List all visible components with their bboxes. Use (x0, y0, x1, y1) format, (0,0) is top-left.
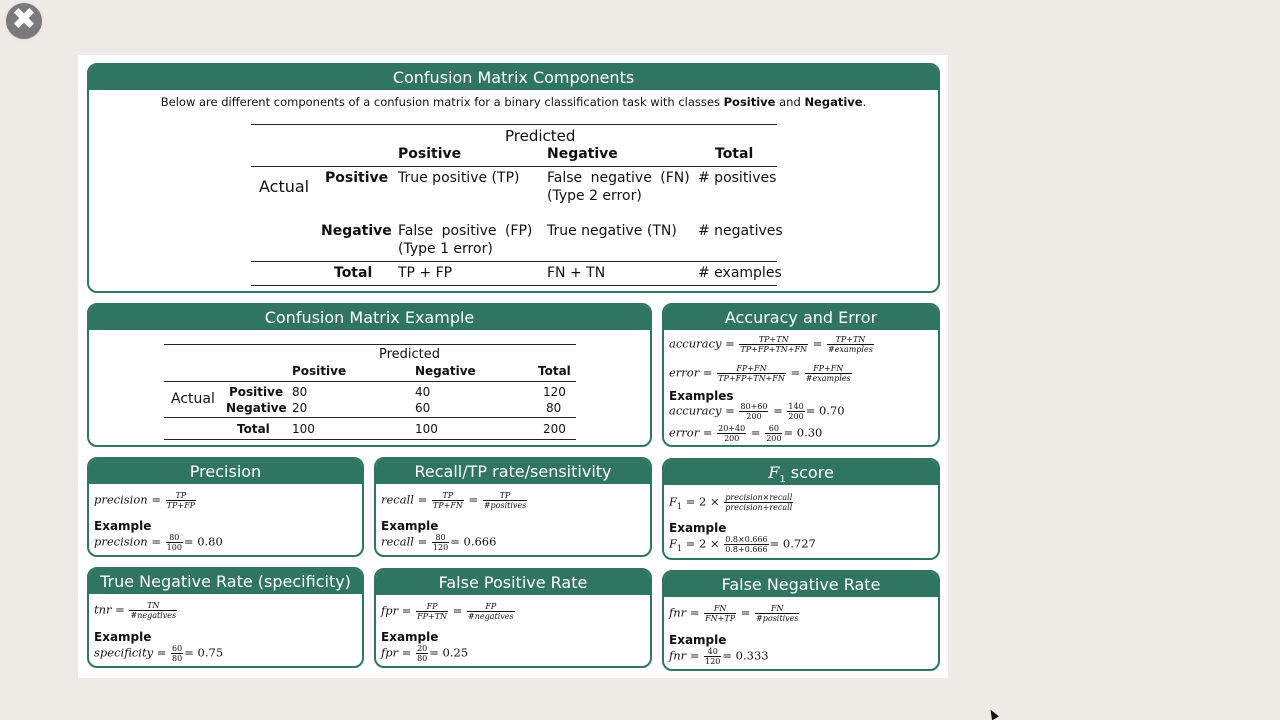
precision-box (87, 457, 364, 557)
col-header-negative: Negative (547, 146, 618, 162)
recall-box (374, 457, 652, 557)
example-title: Confusion Matrix Example (89, 305, 650, 330)
f1-box (662, 458, 940, 560)
examples-label: Examples (669, 389, 734, 403)
precision-example: precision = $\frac{80}{100}$ = 0.80 (94, 533, 223, 552)
ex-row-label-negative: Negative (226, 401, 287, 415)
close-icon: ✖ (11, 2, 37, 37)
ex-actual-label: Actual (171, 391, 215, 407)
error-formula: error = $\frac{FP+FN}{TP+FP+TN+FN}$ = $\frac{FP+FN}{\text{\#examples}}$ (669, 364, 851, 383)
predicted-header: Predicted (505, 127, 576, 145)
close-button[interactable] (4, 1, 44, 41)
precision-title: Precision (89, 459, 362, 484)
ex-col-total: Total (538, 364, 571, 378)
ex-cell: 20 (292, 401, 308, 415)
tnr-example-label: Example (94, 630, 152, 644)
precision-example-label: Example (94, 519, 152, 533)
ex-cell: 200 (543, 422, 566, 436)
accuracy-error-title: Accuracy and Error (664, 305, 938, 330)
components-intro: Below are different components of a confusion matrix for a binary classification task with classes Positive and Negative. (160, 95, 867, 109)
ex-row-label-total: Total (237, 422, 270, 436)
ex-predicted-header: Predicted (379, 347, 441, 362)
cell-tp-fp: TP + FP (398, 265, 453, 281)
cell-examples: # examples (698, 265, 782, 281)
cell-fp: False positive (FP) (398, 223, 533, 239)
accuracy-formula: accuracy = $\frac{TP+TN}{TP+FP+TN+FN}$ = $\frac{TP+TN}{\text{\#examples}}$ (669, 335, 873, 354)
components-box (87, 63, 940, 293)
ex-cell: 80 (546, 401, 562, 415)
fpr-example: fpr = $\frac{20}{80}$ = 0.25 (381, 644, 469, 663)
row-label-negative: Negative (321, 223, 392, 239)
tnr-example: specificity = $\frac{60}{80}$ = 0.75 (94, 644, 224, 663)
fnr-example-label: Example (669, 633, 727, 647)
table-header-rule (251, 166, 777, 167)
accuracy-example: accuracy = $\frac{80+60}{200}$ = $\frac{140}{200}$ = 0.70 (669, 402, 845, 421)
fnr-example: fnr = $\frac{40}{120}$ = 0.333 (669, 647, 769, 666)
ex-col-positive: Positive (292, 364, 347, 378)
slide-sheet (78, 55, 948, 678)
ex-row-label-positive: Positive (229, 385, 284, 399)
actual-label: Actual (259, 177, 310, 196)
fnr-box (662, 570, 940, 671)
ex-cell: 100 (292, 422, 315, 436)
ex-total-rule (164, 417, 576, 418)
cell-fn: False negative (FN) (547, 170, 690, 186)
tnr-formula: tnr = $\frac{TN}{\text{\#negatives}}$ (94, 601, 177, 620)
ex-cell: 100 (415, 422, 438, 436)
ex-cell: 40 (415, 385, 431, 399)
fnr-title: False Negative Rate (664, 572, 938, 597)
ex-col-negative: Negative (415, 364, 476, 378)
row-label-total: Total (334, 265, 373, 281)
recall-formula: recall = $\frac{TP}{TP+FN}$ = $\frac{TP}{\text{\#positives}}$ (381, 491, 527, 510)
fnr-formula: fnr = $\frac{FN}{FN+TP}$ = $\frac{FN}{\text{\#positives}}$ (669, 604, 799, 623)
ex-bottom-rule (164, 439, 576, 440)
col-header-total: Total (715, 146, 754, 162)
cell-positives: # positives (698, 170, 777, 186)
row-label-positive: Positive (325, 170, 389, 186)
f1-formula: $F_1 = 2$ × $\frac{\text{precision×recall}}{\text{precision+recall}}$ (669, 493, 793, 512)
components-title: Confusion Matrix Components (89, 65, 938, 90)
error-example: error = $\frac{20+40}{200}$ = $\frac{60}{200}$ = 0.30 (669, 424, 823, 443)
f1-example-label: Example (669, 521, 727, 535)
precision-formula: precision = $\frac{TP}{TP+FP}$ (94, 491, 195, 510)
ex-top-rule (164, 344, 576, 345)
fpr-box (374, 568, 652, 668)
ex-cell: 80 (292, 385, 308, 399)
fpr-formula: fpr = $\frac{FP}{FP+TN}$ = $\frac{FP}{\text{\#negatives}}$ (381, 602, 514, 621)
col-header-positive: Positive (398, 146, 462, 162)
recall-title: Recall/TP rate/sensitivity (376, 459, 650, 484)
table-top-rule (251, 124, 777, 125)
fpr-title: False Positive Rate (376, 570, 650, 595)
ex-header-rule (164, 381, 576, 382)
accuracy-error-box (662, 303, 940, 447)
cell-fn-note: (Type 2 error) (547, 188, 642, 204)
cell-fp-note: (Type 1 error) (398, 241, 493, 257)
fpr-example-label: Example (381, 630, 439, 644)
table-bottom-rule (251, 285, 777, 286)
f1-example: $F_1 = 2$ × $\frac{0.8\times 0.666}{0.8+0.666}$ = 0.727 (669, 535, 816, 554)
table-total-rule (251, 261, 777, 262)
f1-title: $F_1$ score (664, 460, 938, 485)
recall-example: recall = $\frac{80}{120}$ = 0.666 (381, 533, 497, 552)
tnr-box (87, 567, 364, 668)
ex-cell: 60 (415, 401, 431, 415)
ex-cell: 120 (543, 385, 566, 399)
mouse-cursor-icon (987, 708, 999, 720)
cell-negatives: # negatives (698, 223, 783, 239)
example-box (87, 303, 652, 447)
cell-tp: True positive (TP) (398, 170, 520, 186)
recall-example-label: Example (381, 519, 439, 533)
tnr-title: True Negative Rate (specificity) (89, 569, 362, 594)
cell-tn: True negative (TN) (547, 223, 677, 239)
cell-fn-tn: FN + TN (547, 265, 606, 281)
